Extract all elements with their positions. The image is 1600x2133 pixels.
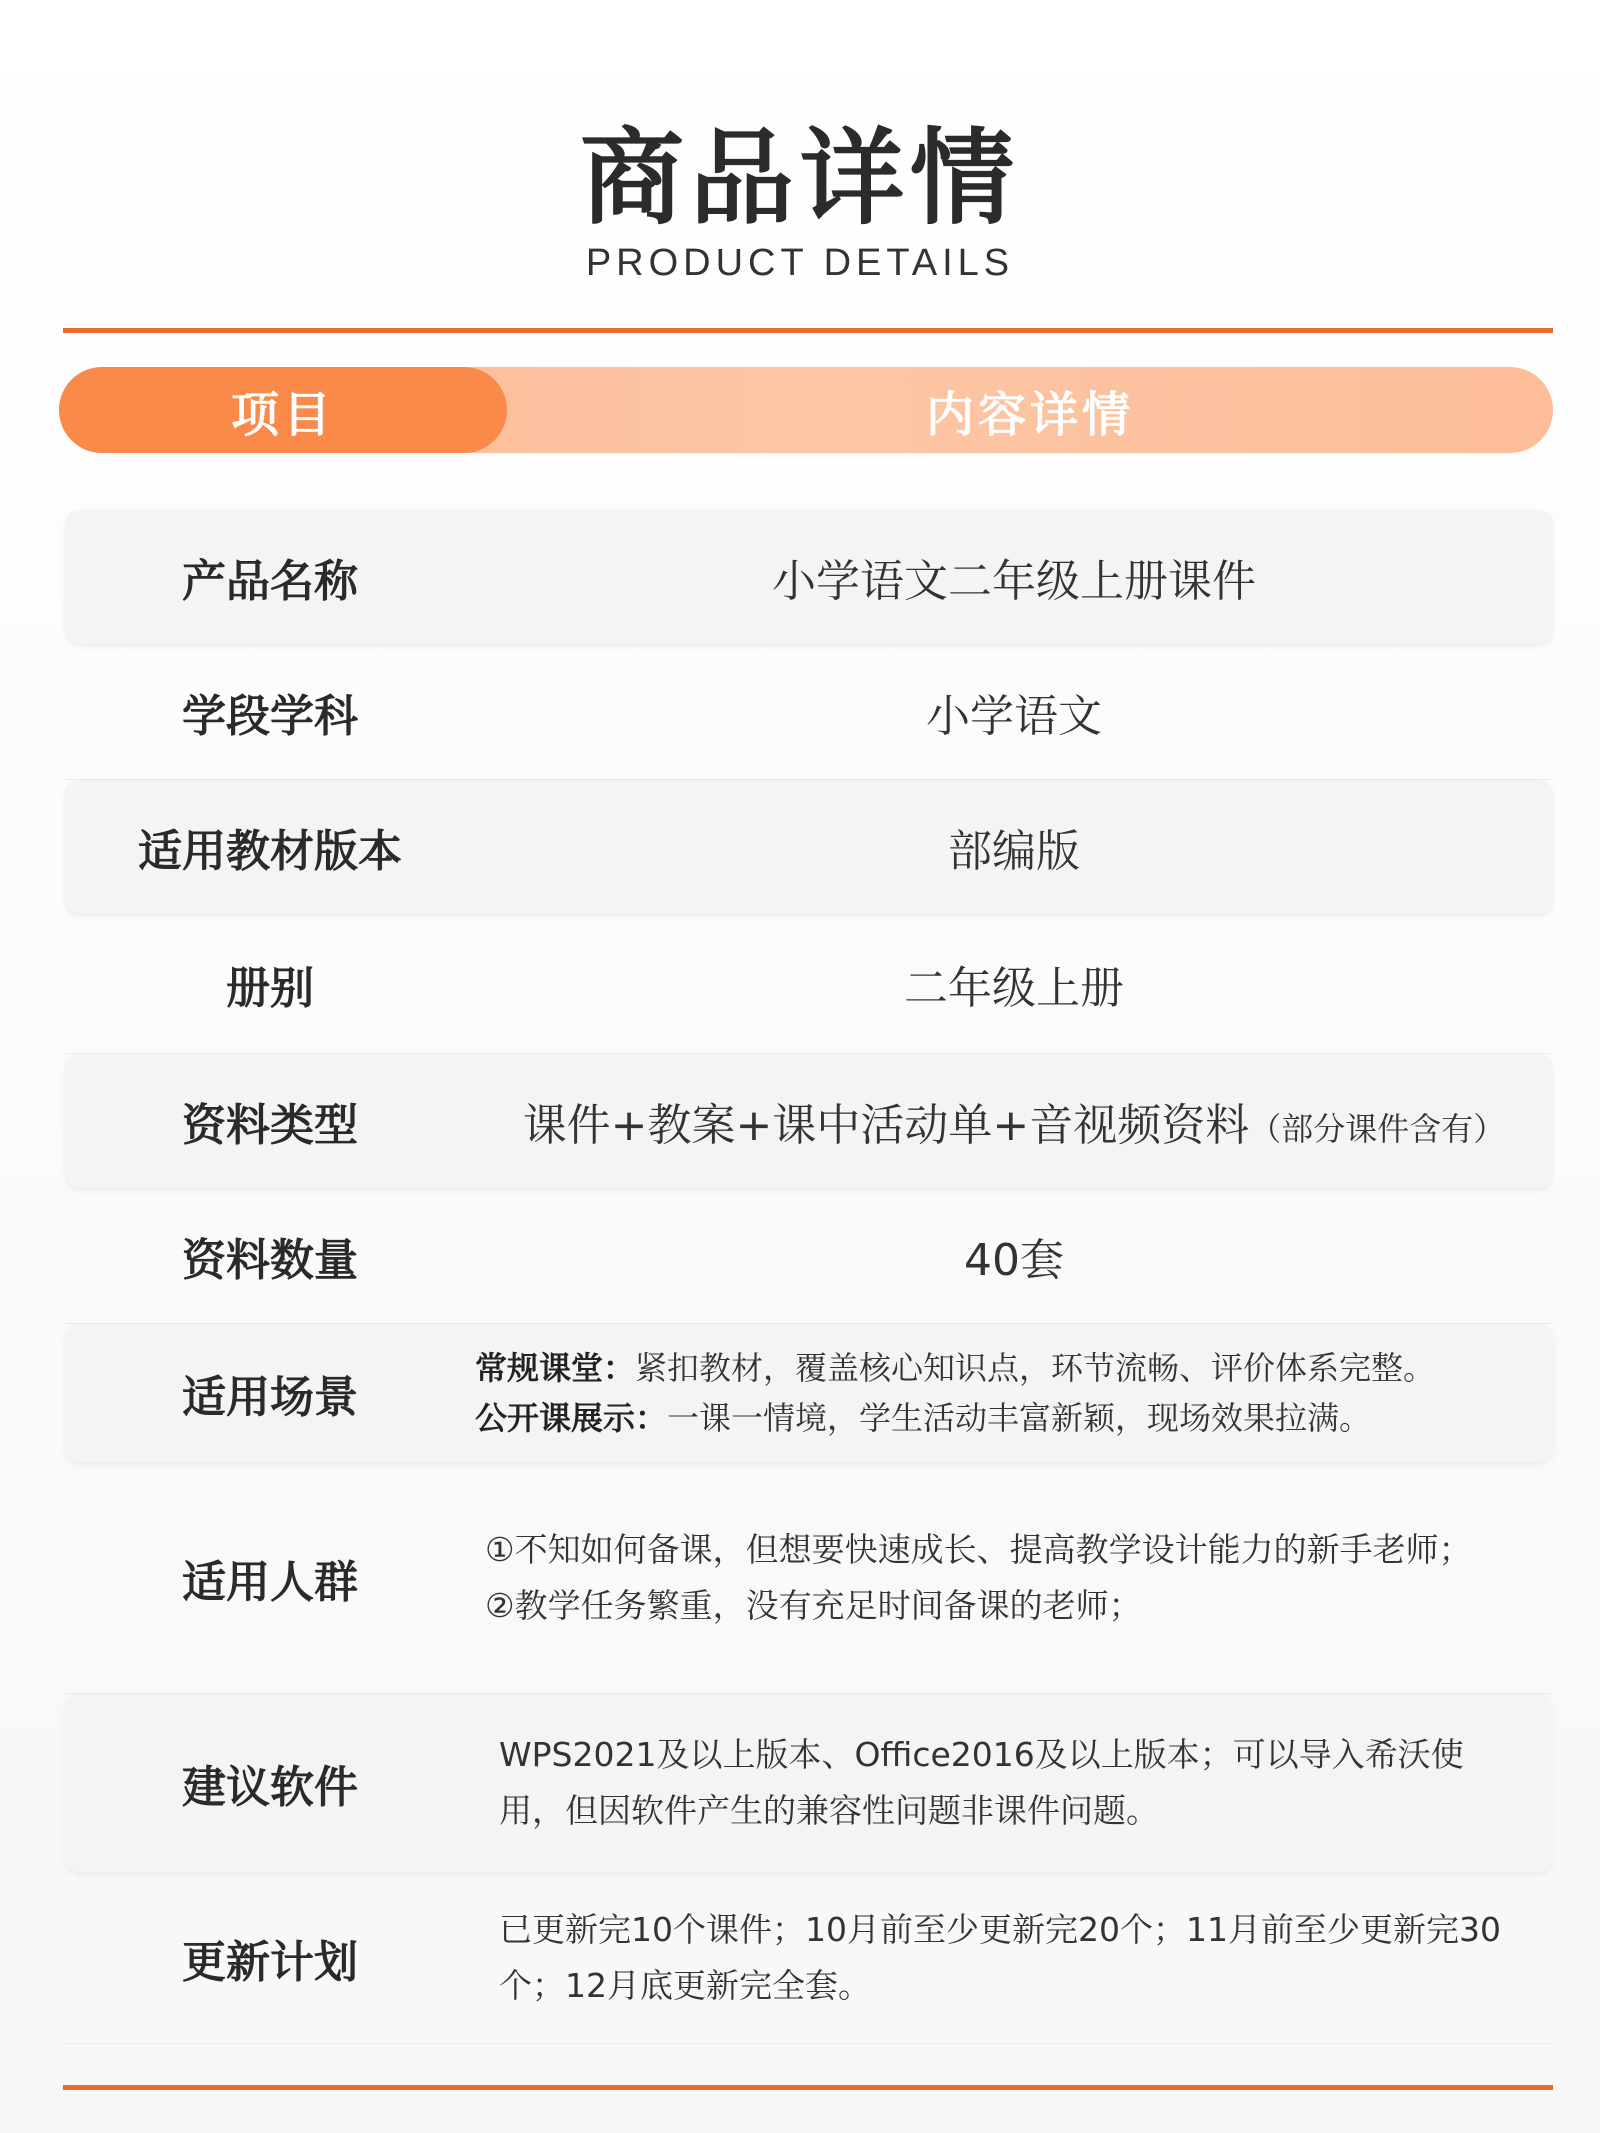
scenario-title: 公开课展示： bbox=[475, 1399, 668, 1437]
scenario-title: 常规课堂： bbox=[475, 1349, 636, 1387]
row-label: 学段学科 bbox=[182, 691, 358, 742]
row-value: 二年级上册 bbox=[904, 963, 1124, 1014]
table-row-material-type bbox=[65, 1054, 1553, 1189]
table-row-subject bbox=[65, 645, 1553, 780]
table-row-update-plan bbox=[65, 1873, 1553, 2044]
row-label: 适用人群 bbox=[182, 1557, 358, 1608]
bottom-divider bbox=[63, 2085, 1553, 2090]
details-table bbox=[65, 510, 1553, 2044]
row-label: 适用教材版本 bbox=[138, 826, 402, 877]
row-label: 建议软件 bbox=[182, 1762, 358, 1813]
page-title: 商品详情 bbox=[579, 117, 1020, 239]
row-value: 小学语文 bbox=[926, 691, 1102, 742]
audience-line: ①不知如何备课，但想要快速成长、提高教学设计能力的新手老师； bbox=[485, 1530, 1472, 1569]
row-value bbox=[475, 1522, 1553, 1634]
row-label: 资料类型 bbox=[182, 1100, 358, 1151]
row-value: WPS2021及以上版本、Office2016及以上版本；可以导入希沃使用，但因软件产生的兼容性问题非课件问题。 bbox=[499, 1735, 1464, 1830]
row-value: 40套 bbox=[964, 1235, 1064, 1286]
row-label: 产品名称 bbox=[182, 556, 358, 607]
row-value: 已更新完10个课件；10月前至少更新完20个；11月前至少更新完30个；12月底更新完全套。 bbox=[499, 1910, 1501, 2005]
row-label: 适用场景 bbox=[182, 1372, 358, 1423]
row-value: 小学语文二年级上册课件 bbox=[772, 556, 1256, 607]
table-row-volume bbox=[65, 915, 1553, 1054]
table-row-audience bbox=[65, 1463, 1553, 1694]
row-label: 更新计划 bbox=[182, 1937, 358, 1988]
scenario-text: 一课一情境，学生活动丰富新颖，现场效果拉满。 bbox=[667, 1399, 1372, 1437]
table-row-scenarios bbox=[65, 1324, 1553, 1463]
material-type-note: （部分课件含有） bbox=[1249, 1110, 1506, 1148]
row-label: 册别 bbox=[226, 963, 314, 1014]
row-label: 资料数量 bbox=[182, 1235, 358, 1286]
row-value bbox=[475, 1089, 1553, 1153]
table-row-quantity bbox=[65, 1189, 1553, 1324]
audience-line: ②教学任务繁重，没有充足时间备课的老师； bbox=[485, 1586, 1142, 1625]
table-row-product-name bbox=[65, 510, 1553, 645]
table-row-software bbox=[65, 1694, 1553, 1873]
row-value: 部编版 bbox=[948, 826, 1080, 877]
row-value bbox=[475, 1343, 1553, 1443]
table-header bbox=[59, 367, 1553, 453]
header-details-column bbox=[507, 367, 1553, 453]
header-item-column bbox=[59, 367, 507, 453]
header-details-label: 内容详情 bbox=[925, 386, 1134, 443]
scenario-line bbox=[475, 1343, 1529, 1393]
material-type-text: 课件+教案+课中活动单+音视频资料 bbox=[522, 1100, 1250, 1151]
scenario-line bbox=[475, 1393, 1529, 1443]
scenario-text: 紧扣教材，覆盖核心知识点，环节流畅、评价体系完整。 bbox=[635, 1349, 1436, 1387]
table-row-textbook-version bbox=[65, 780, 1553, 915]
page-subtitle: PRODUCT DETAILS bbox=[585, 242, 1015, 284]
header-item-label: 项目 bbox=[230, 386, 335, 443]
top-divider bbox=[63, 328, 1553, 333]
